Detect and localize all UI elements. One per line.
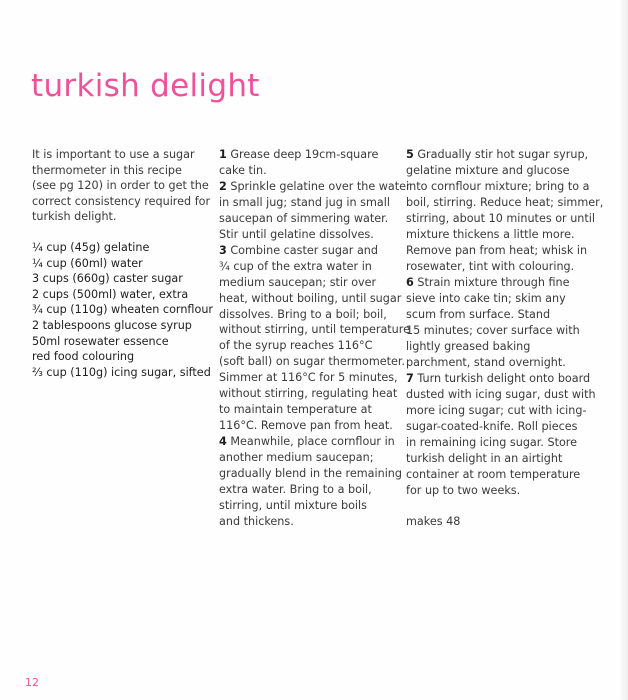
step-number: 3 [219, 243, 227, 257]
step-line [219, 402, 404, 418]
step-number: 6 [406, 276, 414, 289]
step-line [406, 291, 591, 307]
step-line [406, 195, 604, 211]
step-number: 5 [406, 148, 414, 161]
step-line [219, 195, 404, 211]
intro-line: (see pg 120) in order to get the [32, 179, 209, 193]
step-text: extra water. Bring to a boil, [219, 483, 372, 497]
ingredient-item: ¼ cup (45g) gelatine [32, 240, 150, 254]
step-text: into cornflour mixture; bring to a [406, 180, 590, 193]
step-text: saucepan of simmering water. [219, 211, 389, 225]
intro-column [32, 147, 212, 380]
step-line [406, 227, 591, 243]
step-text: container at room temperature [406, 468, 581, 481]
intro-line: thermometer in this recipe [32, 163, 182, 177]
step-line [406, 355, 591, 371]
recipe-title: turkish delight [31, 68, 260, 104]
step-text: mixture thickens a little more. [406, 228, 575, 241]
step-text: dusted with icing sugar, dust with [406, 388, 596, 401]
step-text: (soft ball) on sugar thermometer. [219, 355, 406, 369]
ingredient-item: 50ml rosewater essence [32, 334, 169, 348]
step-line [406, 211, 595, 227]
step-line [406, 467, 591, 483]
page-gutter-shadow [620, 0, 628, 700]
step-text: Remove pan from heat; whisk in [406, 244, 588, 257]
step-text: rosewater, tint with colouring. [406, 260, 575, 273]
step-line [406, 403, 591, 419]
step-text: heat, without boiling, until sugar [219, 291, 402, 305]
step-line [219, 322, 411, 338]
step-line [219, 147, 404, 163]
yield-text: makes 48 [406, 515, 461, 528]
step-line [406, 387, 596, 403]
step-line [219, 434, 404, 450]
step-number: 1 [219, 148, 227, 161]
step-number: 2 [219, 179, 227, 193]
step-text: gradually blend in the remaining [219, 467, 402, 481]
step-text: in small jug; stand jug in small [219, 195, 390, 209]
step-text: sieve into cake tin; skim any [406, 292, 566, 305]
step-text: stirring, until mixture boils [219, 498, 367, 512]
step-text: 116°C. Remove pan from heat. [219, 419, 393, 433]
method-column-2 [406, 147, 604, 530]
step-text: turkish delight in an airtight [406, 452, 563, 465]
step-text: and thickens. [219, 514, 294, 528]
step-line [219, 275, 404, 291]
step-text: lightly greased baking [406, 340, 531, 353]
step-line [219, 418, 404, 434]
intro-line: correct consistency required for [32, 194, 211, 208]
step-text: Simmer at 116°C for 5 minutes, [219, 371, 398, 385]
step-line [406, 179, 591, 195]
step-text: without stirring, until temperature [219, 323, 411, 337]
step-line [406, 163, 591, 179]
step-text: parchment, stand overnight. [406, 356, 566, 369]
step-line [219, 482, 404, 498]
step-line [406, 275, 591, 291]
ingredient-item: 2 tablespoons glucose syrup [32, 318, 192, 332]
step-text: 15 minutes; cover surface with [406, 324, 580, 337]
step-line [219, 466, 404, 482]
ingredient-item: ⅔ cup (110g) icing sugar, sifted [32, 365, 211, 379]
step-number: 7 [406, 372, 414, 385]
step-text: Turn turkish delight onto board [417, 372, 591, 385]
step-line [406, 339, 591, 355]
step-line [219, 338, 404, 354]
step-text: Strain mixture through fine [417, 276, 570, 289]
step-line [219, 227, 404, 243]
step-text: dissolves. Bring to a boil; boil, [219, 307, 387, 321]
step-line [406, 259, 591, 275]
ingredient-item: 3 cups (660g) caster sugar [32, 272, 183, 286]
step-text: stirring, about 10 minutes or until [406, 212, 595, 225]
step-line [406, 307, 591, 323]
step-text: medium saucepan; stir over [219, 275, 377, 289]
step-line [406, 147, 591, 163]
step-text: Combine caster sugar and [230, 243, 378, 257]
step-line [406, 435, 591, 451]
step-text: sugar-coated-knife. Roll pieces [406, 420, 578, 433]
method-column-1 [219, 147, 411, 530]
step-line [219, 163, 404, 179]
intro-text [32, 147, 212, 225]
step-text: Sprinkle gelatine over the water [230, 179, 411, 193]
step-text: more icing sugar; cut with icing- [406, 404, 587, 417]
step-text: another medium saucepan; [219, 451, 374, 465]
step-text: for up to two weeks. [406, 484, 521, 497]
step-line [219, 243, 404, 259]
ingredient-item: red food colouring [32, 350, 135, 364]
step-line [219, 386, 404, 402]
step-line [406, 243, 591, 259]
step-line [219, 370, 404, 386]
step-text: Grease deep 19cm-square [230, 148, 379, 161]
step-text: boil, stirring. Reduce heat; simmer, [406, 196, 604, 209]
step-text: Meanwhile, place cornflour in [230, 435, 395, 449]
step-line [219, 179, 411, 195]
step-line [219, 514, 404, 530]
step-text: in remaining icing sugar. Store [406, 436, 578, 449]
page-number: 12 [25, 676, 39, 689]
step-text: Stir until gelatine dissolves. [219, 227, 374, 241]
ingredients-list [32, 240, 212, 380]
step-line [406, 371, 591, 387]
step-line [406, 419, 591, 435]
step-number: 4 [219, 435, 227, 449]
step-text: without stirring, regulating heat [219, 387, 398, 401]
step-line [219, 211, 404, 227]
intro-line: It is important to use a sugar [32, 148, 195, 161]
step-text: ¾ cup of the extra water in [219, 259, 372, 273]
ingredient-item: 2 cups (500ml) water, extra [32, 287, 189, 301]
step-line [219, 498, 404, 514]
step-text: gelatine mixture and glucose [406, 164, 570, 177]
step-line [219, 307, 404, 323]
step-line [219, 354, 404, 370]
step-line [219, 450, 404, 466]
ingredient-item: ¾ cup (110g) wheaten cornflour [32, 303, 214, 317]
step-text: Gradually stir hot sugar syrup, [417, 148, 589, 161]
step-line [406, 451, 591, 467]
intro-line: turkish delight. [32, 210, 117, 224]
step-text: cake tin. [219, 163, 267, 177]
step-text: scum from surface. Stand [406, 308, 551, 321]
step-text: of the syrup reaches 116°C [219, 339, 373, 353]
ingredient-item: ¼ cup (60ml) water [32, 256, 143, 270]
step-line [219, 291, 404, 307]
step-line [219, 259, 404, 275]
step-line [406, 483, 591, 499]
step-line [406, 323, 591, 339]
step-text: to maintain temperature at [219, 403, 372, 417]
